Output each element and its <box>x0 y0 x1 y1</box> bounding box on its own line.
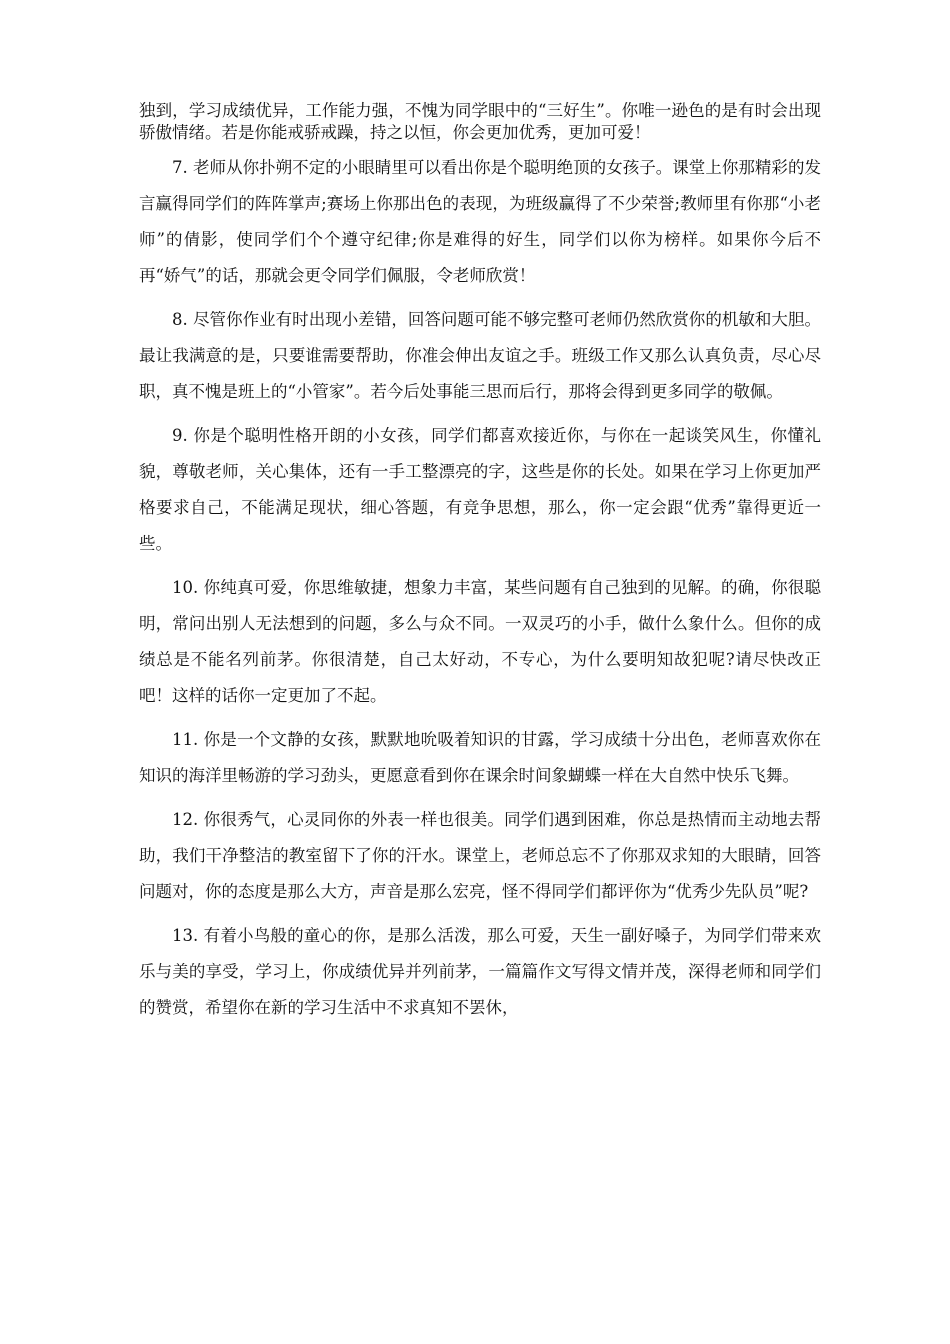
comment-paragraph-12: 12. 你很秀气，心灵同你的外表一样也很美。同学们遇到困难，你总是热情而主动地去帮助，我们干净整洁的教室留下了你的汗水。课堂上，老师总忘不了你那双求知的大眼睛，回答问题对，你的态度是那么大方，声音是那么宏亮，怪不得同学们都评你为“优秀少先队员”呢? <box>139 810 821 901</box>
document-body <box>139 100 821 1026</box>
comment-paragraph-13: 13. 有着小鸟般的童心的你，是那么活泼，那么可爱，天生一副好嗓子，为同学们带来欢乐与美的享受，学习上，你成绩优异并列前茅，一篇篇作文写得文情并茂，深得老师和同学们的赞赏，希望你在新的学习生活中不求真知不罢休， <box>139 926 821 1017</box>
comment-paragraph-9: 9. 你是个聪明性格开朗的小女孩，同学们都喜欢接近你，与你在一起谈笑风生，你懂礼貌，尊敬老师，关心集体，还有一手工整漂亮的字，这些是你的长处。如果在学习上你更加严格要求自己，不能满足现状，细心答题，有竞争思想，那么，你一定会跟“优秀”靠得更近一些。 <box>139 426 821 553</box>
comment-paragraph-11: 11. 你是一个文静的女孩，默默地吮吸着知识的甘露，学习成绩十分出色，老师喜欢你在知识的海洋里畅游的学习劲头，更愿意看到你在课余时间象蝴蝶一样在大自然中快乐飞舞。 <box>139 730 821 785</box>
comment-paragraph-8: 8. 尽管你作业有时出现小差错，回答问题可能不够完整可老师仍然欣赏你的机敏和大胆。最让我满意的是，只要谁需要帮助，你准会伸出友谊之手。班级工作又那么认真负责，尽心尽职，真不愧是班上的“小管家”。若今后处事能三思而后行，那将会得到更多同学的敬佩。 <box>139 310 821 401</box>
intro-paragraph: 独到，学习成绩优异，工作能力强，不愧为同学眼中的“三好生”。你唯一逊色的是有时会出现骄傲情绪。若是你能戒骄戒躁，持之以恒，你会更加优秀，更加可爱！ <box>139 101 821 142</box>
comment-paragraph-7: 7. 老师从你扑朔不定的小眼睛里可以看出你是个聪明绝顶的女孩子。课堂上你那精彩的发言赢得同学们的阵阵掌声;赛场上你那出色的表现，为班级赢得了不少荣誉;教师里有你那“小老师”的倩影，使同学们个个遵守纪律;你是难得的好生，同学们以你为榜样。如果你今后不再“娇气”的话，那就会更令同学们佩服，令老师欣赏！ <box>139 158 821 285</box>
comment-paragraph-10: 10. 你纯真可爱，你思维敏捷，想象力丰富，某些问题有自己独到的见解。的确，你很聪明，常问出别人无法想到的问题，多么与众不同。一双灵巧的小手，做什么象什么。但你的成绩总是不能名列前茅。你很清楚，自己太好动，不专心，为什么要明知故犯呢?请尽快改正吧！这样的话你一定更加了不起。 <box>139 578 821 705</box>
